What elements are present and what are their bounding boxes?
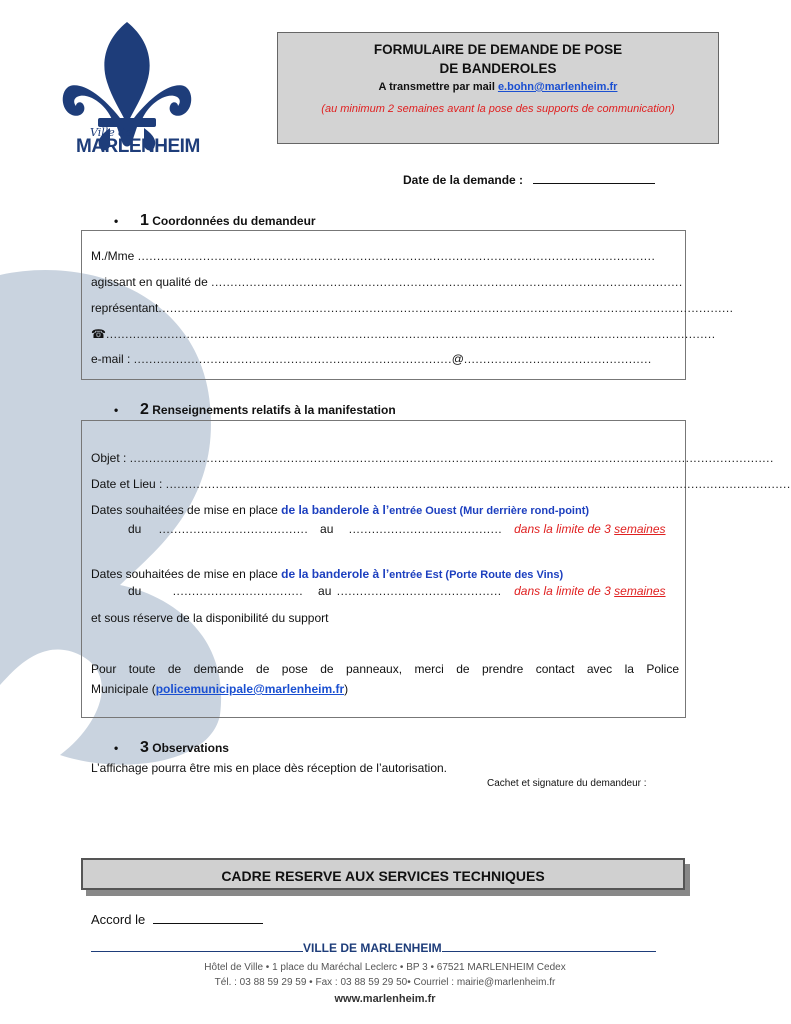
transmit-line [278,81,718,93]
panneaux-prefix: Municipale ( [91,682,156,696]
field-email[interactable] [91,352,664,366]
field-label: Date et Lieu : [91,477,163,491]
section2-number: 2 [140,401,149,418]
title-box [277,32,719,144]
footer-address: Hôtel de Ville • 1 place du Maréchal Leclerc • BP 3 • 67521 MARLENHEIM Cedex [204,962,566,973]
notice-text: (au minimum 2 semaines avant la pose des supports de communication) [321,103,675,115]
section1-number: 1 [140,212,149,229]
section3-label: Observations [152,741,229,755]
field-objet[interactable] [91,451,774,465]
au-label: au [318,584,332,598]
reserve-text: et sous réserve de la disponibilité du support [91,611,329,625]
footer-website[interactable]: www.marlenheim.fr [334,993,436,1005]
au-dots: ........................................... [336,584,502,598]
est-dates[interactable] [128,584,666,598]
footer-ville-line [91,941,656,955]
du-dots: ....................................... [158,522,309,536]
field-date-lieu[interactable] [91,477,791,491]
field-label: M./Mme [91,249,135,263]
footer-rule-right [442,941,656,952]
field-qualite[interactable] [91,275,683,289]
panneaux-line2 [91,682,348,696]
section3-number: 3 [140,739,149,756]
du-label: du [128,584,142,598]
field-dots: ........................................................................................................................................................................ [129,451,774,465]
ouest-limit: dans la limite de 3 semaines [514,522,666,536]
transmit-email-link[interactable]: e.bohn@marlenheim.fr [497,81,618,93]
est-prefix: Dates souhaitées de mise en place [91,567,278,581]
at-sign: @ [451,352,464,366]
observations-text: L’affichage pourra être mis en place dès réception de l’autorisation. [91,761,447,775]
du-label: du [128,522,142,536]
section1-label: Coordonnées du demandeur [152,214,316,228]
ouest-dates[interactable] [128,522,666,536]
ouest-heading [91,503,589,517]
section2-title [114,401,396,419]
logo-name: MARLENHEIM [76,136,200,157]
field-dots: ................................................................................................................................................................... [165,477,791,491]
au-label: au [320,522,334,536]
phone-icon: ☎ [91,327,106,341]
date-demande [403,171,655,187]
bullet-icon: • [114,214,119,228]
form-title-line1: FORMULAIRE DE DEMANDE DE POSE [373,42,623,57]
date-demande-field[interactable] [533,171,655,184]
date-demande-label: Date de la demande : [403,173,524,187]
footer-contact: Tél. : 03 88 59 29 59 • Fax : 03 88 59 29 50• Courriel : mairie@marlenheim.fr [214,977,556,988]
field-dots: ........................................................................................................................... [211,275,683,289]
field-telephone[interactable] [91,327,716,341]
bullet-icon: • [114,741,119,755]
field-label: agissant en qualité de [91,275,208,289]
form-title-line2: DE BANDEROLES [439,61,557,76]
field-dots-right: ................................................. [463,352,652,366]
section2-label: Renseignements relatifs à la manifestation [152,403,396,417]
field-dots: ....................................................................................................................................... [137,249,656,263]
section3-title [114,739,229,757]
au-dots: ........................................ [348,522,503,536]
field-dots-left: ................................................................................... [133,352,452,366]
field-label: Objet : [91,451,127,465]
est-heading [91,567,563,581]
bullet-icon: • [114,403,119,417]
accord-line [91,911,263,927]
du-dots: .................................. [172,584,304,598]
est-limit: dans la limite de 3 semaines [514,584,666,598]
field-mme[interactable] [91,249,666,263]
ouest-highlight: de la banderole à l’entrée Ouest (Mur derrière rond-point) [281,503,590,517]
field-dots: ...................................................................................................................................................... [158,301,734,315]
footer-rule-left [91,941,303,952]
signature-label: Cachet et signature du demandeur : [487,778,647,789]
field-representant[interactable] [91,301,734,315]
accord-field[interactable] [153,911,263,924]
cadre-reserve-title: CADRE RESERVE AUX SERVICES TECHNIQUES [81,858,685,890]
accord-label: Accord le [91,912,146,927]
field-label: représentant [91,301,159,315]
field-dots: ............................................................................................................................................................... [105,327,716,341]
transmit-prefix: A transmettre par mail [378,81,495,93]
est-highlight: de la banderole à l’entrée Est (Porte Route des Vins) [281,567,564,581]
field-label: e-mail : [91,352,131,366]
panneaux-suffix: ) [344,682,349,696]
section1-title [114,212,316,230]
footer-ville: VILLE DE MARLENHEIM [303,941,442,955]
police-email-link[interactable]: policemunicipale@marlenheim.fr [155,682,345,696]
logo-ville: Ville de [90,126,132,139]
ouest-prefix: Dates souhaitées de mise en place [91,503,278,517]
panneaux-line1: Pour toute de demande de pose de panneaux, merci de prendre contact avec la Police [91,662,679,676]
